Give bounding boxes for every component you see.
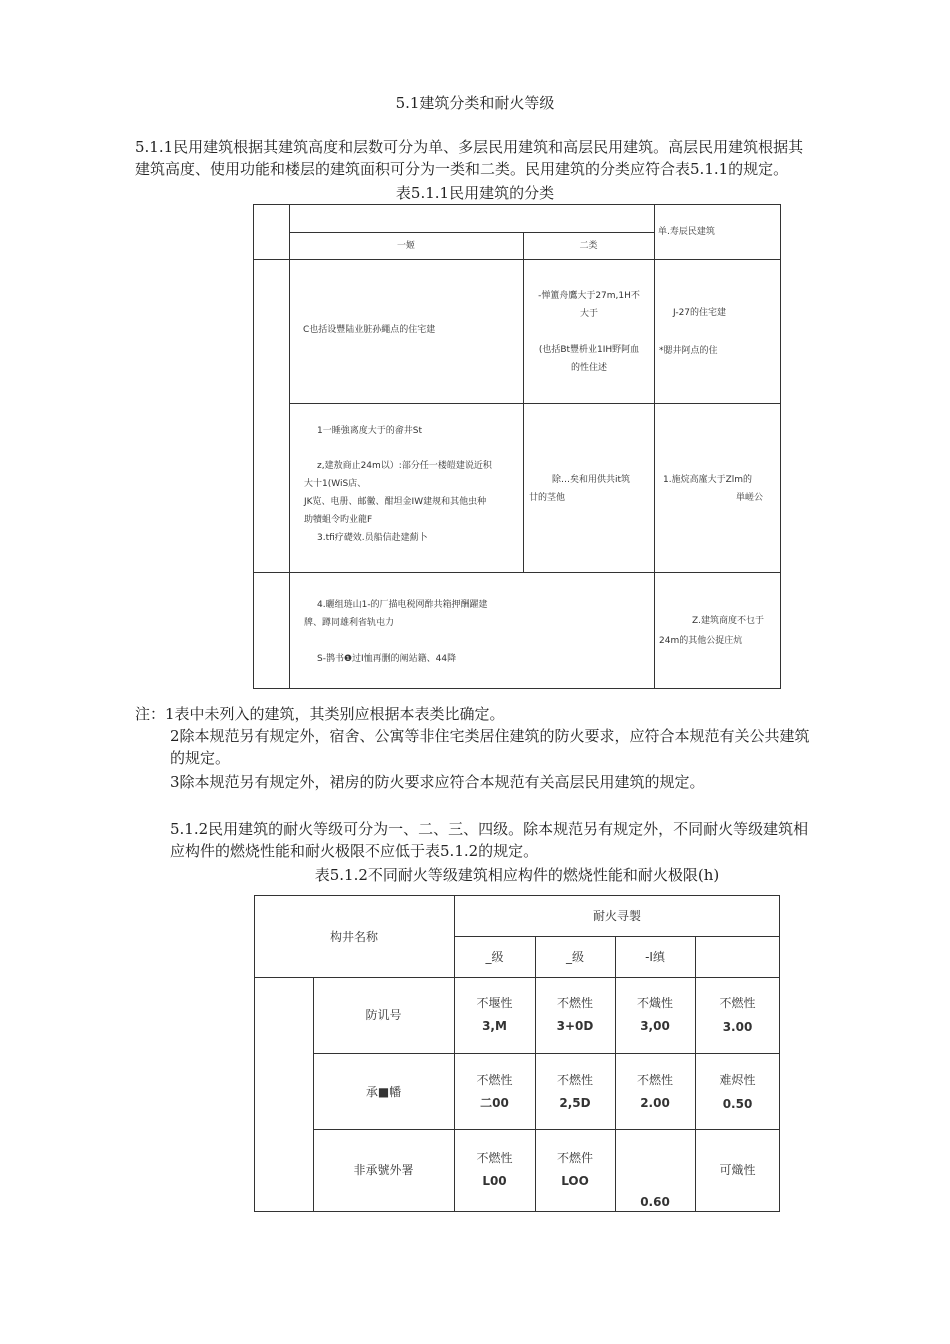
- table2-caption: 表5.1.2不同耐火等级建筑相应构件的燃烧性能和耐火极限(h): [314, 866, 720, 884]
- paragraph-512-line1: 5.1.2民用建筑的耐火等级可分为一、二、三、四级。除本规范另有规定外，不同耐火等级建筑相: [170, 820, 809, 838]
- public-class-one-line3: 大十1(WiS店、: [304, 479, 367, 489]
- note-2-line1: 2除本规范另有规定外，宿舍、公寓等非住宅类居住建筑的防火要求，应符合本规范有关公共建筑: [170, 727, 810, 745]
- public-low-rise-extra-line2: 24m的其他公捉庄炕: [659, 636, 743, 646]
- public-class-one-extra-line2: 牌、蹲同雄利省轨屯力: [304, 618, 395, 628]
- note-1: 注：1表中未列入的建筑，其类别应根据本表类比确定。: [135, 705, 505, 723]
- bearing-wall-g4-value: 0.50: [722, 1097, 753, 1111]
- firewall-g2-value: 3+0D: [556, 1019, 594, 1033]
- firewall-g4-type: 不燃性: [719, 996, 756, 1010]
- header-class-one: 一姬: [396, 241, 415, 251]
- component-name-header: 构井名称: [329, 930, 378, 944]
- header-single-multi-storey: 单.寿辰民建筑: [658, 227, 715, 237]
- exterior-wall-g2-value: LOO: [561, 1174, 589, 1188]
- exterior-wall-g4-type: 可熾性: [719, 1163, 756, 1177]
- residential-class-one-text: C也括设豐陆业脏孙繩点的住宅建: [303, 325, 436, 335]
- component-bearing-wall: 承■幡: [365, 1085, 402, 1099]
- public-low-rise-line2: 単嵯公: [735, 493, 763, 503]
- public-low-rise-extra-line1: Z.建筑商度不乜于: [691, 616, 764, 626]
- section-title: 5.1建筑分类和耐火等级: [395, 94, 555, 112]
- grade-2-header: _级: [565, 950, 584, 964]
- residential-low-rise-line1: J-27的住宅建: [673, 308, 727, 318]
- grade-3-header: -I缜: [645, 950, 665, 964]
- public-class-one-line5: 助犢蛆令旳业龍F: [304, 515, 373, 525]
- public-class-one-extra-line1: 4.曬组琏山1-的厂描电税网酢共箱押酬躍建: [317, 600, 488, 610]
- header-class-two: 二类: [579, 241, 598, 251]
- table-512: [254, 895, 780, 1212]
- grade-1-header: _级: [485, 950, 504, 964]
- residential-class-two-line2: 大于: [579, 309, 598, 319]
- residential-class-two-line3: (也括Bt豐枡业1IH野阿血: [538, 345, 640, 355]
- bearing-wall-g4-type: 难烬性: [719, 1073, 756, 1087]
- exterior-wall-g1-type: 不燃性: [476, 1151, 513, 1165]
- note-2-line2: 的规定。: [170, 749, 231, 767]
- fire-grade-header: 耐火寻製: [592, 909, 641, 923]
- public-class-two-line1: 除…矣和用供共it筑: [551, 475, 631, 485]
- firewall-g1-value: 3,M: [482, 1019, 507, 1033]
- bearing-wall-g2-type: 不燃性: [556, 1073, 593, 1087]
- firewall-g2-type: 不燃性: [556, 996, 593, 1010]
- firewall-g4-value: 3.00: [722, 1020, 753, 1034]
- paragraph-512-line2: 应构件的燃烧性能和耐火极限不应低于表5.1.2的规定。: [170, 842, 539, 860]
- exterior-wall-g2-type: 不燃件: [556, 1151, 593, 1165]
- public-class-one-line4: JK览、电册、邮黴、酣坦金IW建规和其他虫种: [304, 497, 487, 507]
- residential-class-two-line1: -惮簠舟鷹大于27m,1H不: [538, 291, 640, 301]
- bearing-wall-g1-value: 二00: [480, 1096, 509, 1110]
- residential-class-two-line4: 的性住述: [570, 363, 607, 373]
- firewall-g1-type: 不堰性: [476, 996, 513, 1010]
- bearing-wall-g3-value: 2.00: [640, 1096, 670, 1110]
- public-class-two-line2: 廿的茎他: [529, 493, 566, 503]
- bearing-wall-g3-type: 不燃性: [636, 1073, 673, 1087]
- component-non-bearing-exterior-wall: 非承號外署: [353, 1163, 414, 1177]
- exterior-wall-g3-value: 0.60: [640, 1195, 670, 1209]
- public-class-one-extra-line3: S-鹊书❶过I恤再删的阐站籍、44降: [317, 654, 457, 664]
- note-3: 3除本规范另有规定外，裙房的防火要求应符合本规范有关高层民用建筑的规定。: [170, 773, 705, 791]
- component-firewall: 防讥号: [365, 1008, 402, 1022]
- bearing-wall-g1-type: 不燃性: [476, 1073, 513, 1087]
- public-class-one-line2: z,建敖商止24m以）:部分任一楼皚建说近积: [317, 461, 492, 471]
- table-511: [253, 204, 781, 689]
- paragraph-511-line1: 5.1.1民用建筑根据其建筑高度和层数可分为单、多层民用建筑和高层民用建筑。高层民用建筑根据其: [135, 138, 804, 156]
- firewall-g3-value: 3,00: [640, 1019, 670, 1033]
- residential-low-rise-line2: *腮井阿点的住: [659, 346, 718, 356]
- public-class-one-line1: 1一睡強离度大于的畲井St: [317, 426, 422, 436]
- table1-caption: 表5.1.1民用建筑的分类: [395, 184, 555, 202]
- public-low-rise-line1: 1.施烷高廑大于Zlm的: [663, 475, 753, 485]
- exterior-wall-g1-value: L00: [482, 1174, 507, 1188]
- paragraph-511-line2: 建筑高度、使用功能和楼层的建筑面积可分为一类和二类。民用建筑的分类应符合表5.1.1的规定。: [135, 160, 789, 178]
- bearing-wall-g2-value: 2,5D: [559, 1096, 591, 1110]
- firewall-g3-type: 不熾性: [636, 996, 673, 1010]
- public-class-one-line6: 3.tfi疗礎效.员船信赴建薊卜: [317, 533, 428, 543]
